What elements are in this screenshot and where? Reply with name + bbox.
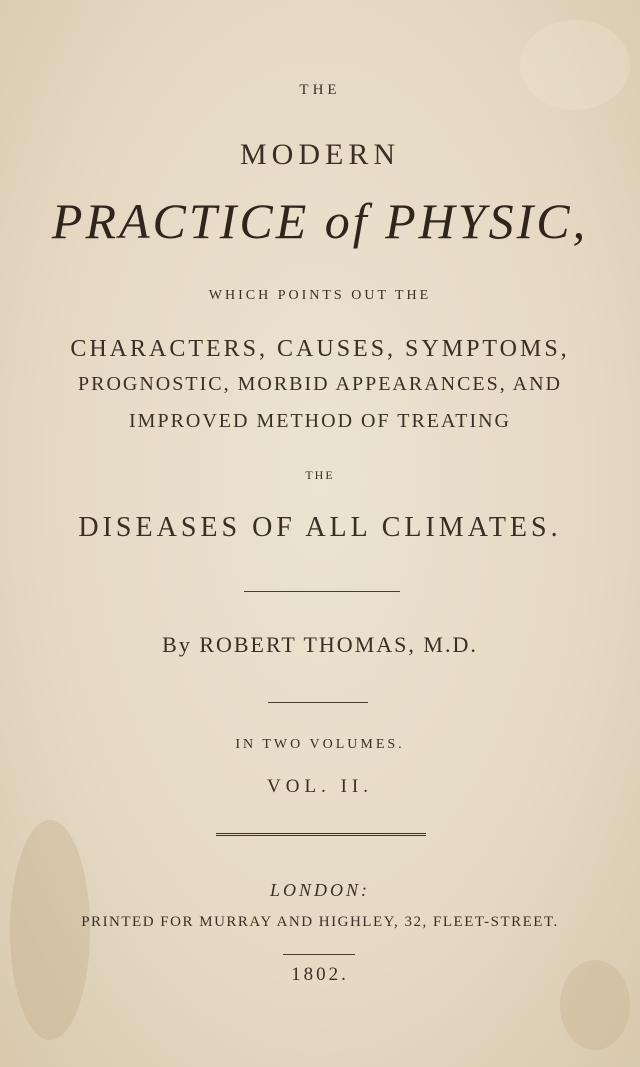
subtitle-line-1: CHARACTERS, CAUSES, SYMPTOMS, <box>70 336 570 362</box>
the-small: THE <box>305 468 335 482</box>
divider-rule <box>283 954 355 955</box>
divider-rule <box>268 702 368 703</box>
year-line: 1802. <box>291 964 349 985</box>
author-line: By ROBERT THOMAS, M.D. <box>162 632 478 657</box>
double-rule <box>216 833 426 836</box>
divider-rule <box>244 591 400 592</box>
volumes-line: IN TWO VOLUMES. <box>235 737 405 752</box>
diseases-line: DISEASES OF ALL CLIMATES. <box>78 512 562 543</box>
the-heading: THE <box>299 82 341 98</box>
volume-number: VOL. II. <box>267 776 373 797</box>
which-points-line: WHICH POINTS OUT THE <box>208 288 432 303</box>
main-title: PRACTICE of PHYSIC, <box>51 193 589 249</box>
modern-heading: MODERN <box>239 138 400 171</box>
subtitle-line-3: IMPROVED METHOD OF TREATING <box>129 410 511 432</box>
london-line: LONDON: <box>269 880 370 900</box>
printer-line: PRINTED FOR MURRAY AND HIGHLEY, 32, FLEET-STREET. <box>81 914 559 930</box>
subtitle-line-2: PROGNOSTIC, MORBID APPEARANCES, AND <box>78 373 562 395</box>
